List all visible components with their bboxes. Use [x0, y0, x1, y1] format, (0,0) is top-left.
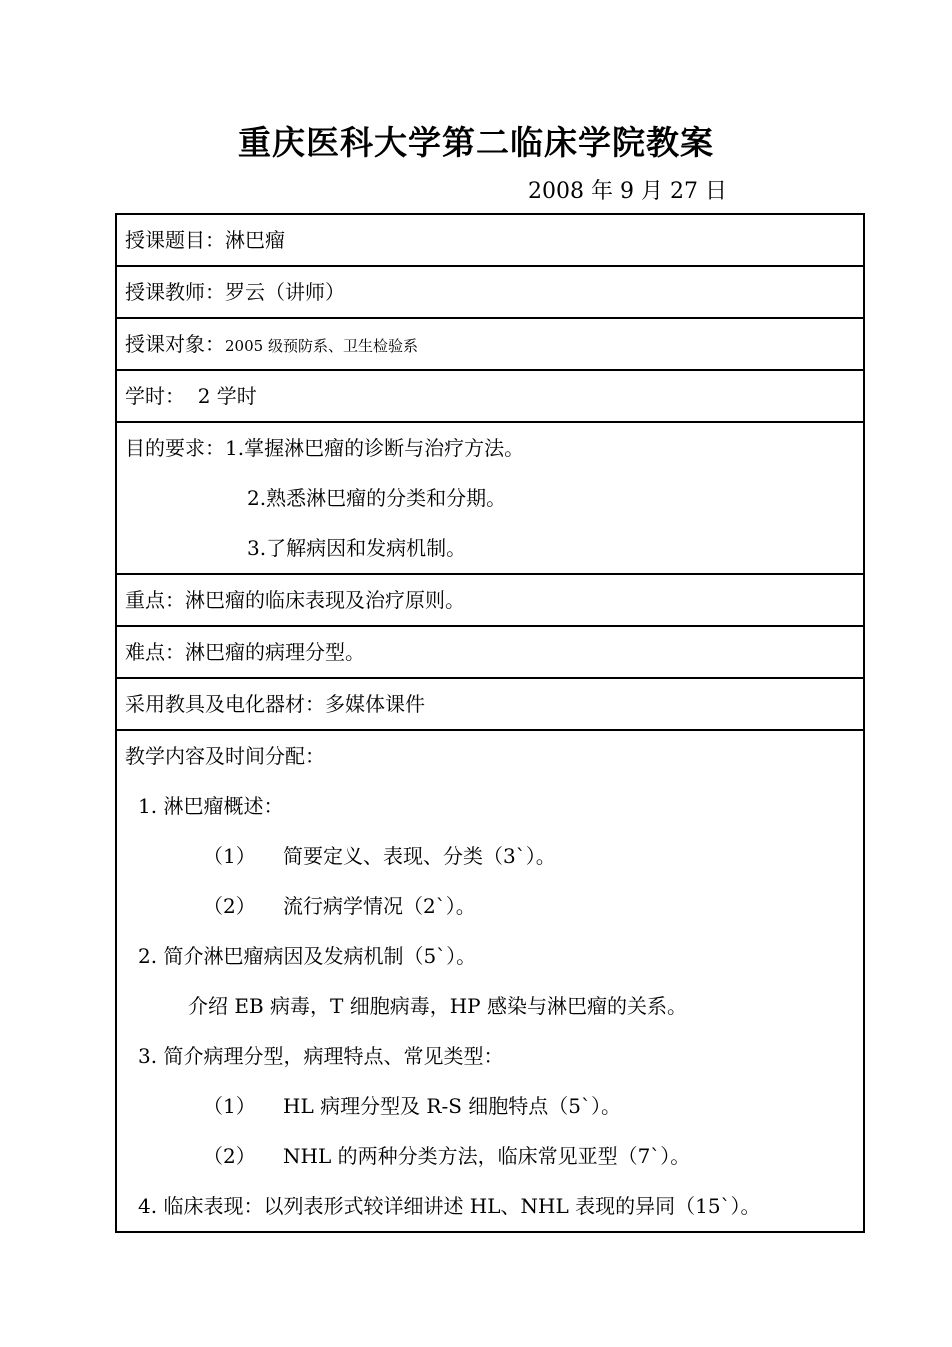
section-3-item-1-text: HL 病理分型及 R-S 细胞特点（5`）。: [283, 1094, 622, 1118]
section-2-title: 2. 简介淋巴瘤病因及发病机制（5`）。: [138, 944, 477, 968]
equipment-text: 采用教具及电化器材：多媒体课件: [125, 692, 425, 716]
goal-item-1: 1.掌握淋巴瘤的诊断与治疗方法。: [225, 436, 525, 460]
goal-item-3: 3.了解病因和发病机制。: [247, 536, 467, 560]
teacher-text: 授课教师：罗云（讲师）: [125, 280, 345, 304]
content-heading: 教学内容及时间分配：: [125, 744, 325, 768]
hours-text: 学时： 2 学时: [125, 384, 257, 408]
document-title: 重庆医科大学第二临床学院教案: [238, 123, 714, 162]
goals-label: 目的要求：: [125, 436, 225, 460]
section-3-item-2-number: （2）: [203, 1144, 256, 1168]
hours-row: [117, 371, 863, 423]
section-1-item-1-number: （1）: [203, 844, 256, 868]
goal-item-2: 2.熟悉淋巴瘤的分类和分期。: [247, 486, 507, 510]
key-points-row: [117, 575, 863, 627]
section-1-item-2-text: 流行病学情况（2`）。: [283, 894, 476, 918]
equipment-row: [117, 679, 863, 731]
audience-label: 授课对象：: [125, 332, 225, 356]
section-1-item-1-text: 简要定义、表现、分类（3`）。: [283, 844, 556, 868]
difficulties-row: [117, 627, 863, 679]
section-4-title: 4. 临床表现：以列表形式较详细讲述 HL、NHL 表现的异同（15`）。: [138, 1194, 761, 1218]
teacher-row: [117, 267, 863, 319]
section-3-item-2: [125, 1131, 855, 1181]
section-3-item-2-text: NHL 的两种分类方法，临床常见亚型（7`）。: [283, 1144, 691, 1168]
audience-row: [117, 319, 863, 371]
audience-line: [125, 319, 855, 369]
key-points-text: 重点：淋巴瘤的临床表现及治疗原则。: [125, 588, 465, 612]
goal-line-1: [125, 423, 855, 473]
difficulties-text: 难点：淋巴瘤的病理分型。: [125, 640, 365, 664]
section-1-title: 1. 淋巴瘤概述：: [138, 794, 284, 818]
content-row: [117, 731, 863, 1231]
lesson-plan-table: [115, 213, 865, 1233]
section-3-item-1: [125, 1081, 855, 1131]
section-2-description: 介绍 EB 病毒，T 细胞病毒，HP 感染与淋巴瘤的关系。: [188, 994, 687, 1018]
section-1-item-2: [125, 881, 855, 931]
section-3-title: 3. 简介病理分型，病理特点、常见类型：: [138, 1044, 504, 1068]
topic-row: [117, 215, 863, 267]
goals-row: [117, 423, 863, 575]
section-3-item-1-number: （1）: [203, 1094, 256, 1118]
document-date: 2008 年 9 月 27 日: [528, 179, 727, 204]
audience-value: 2005 级预防系、卫生检验系: [225, 337, 418, 355]
section-1-item-2-number: （2）: [203, 894, 256, 918]
topic-text: 授课题目：淋巴瘤: [125, 228, 285, 252]
section-1-item-1: [125, 831, 855, 881]
